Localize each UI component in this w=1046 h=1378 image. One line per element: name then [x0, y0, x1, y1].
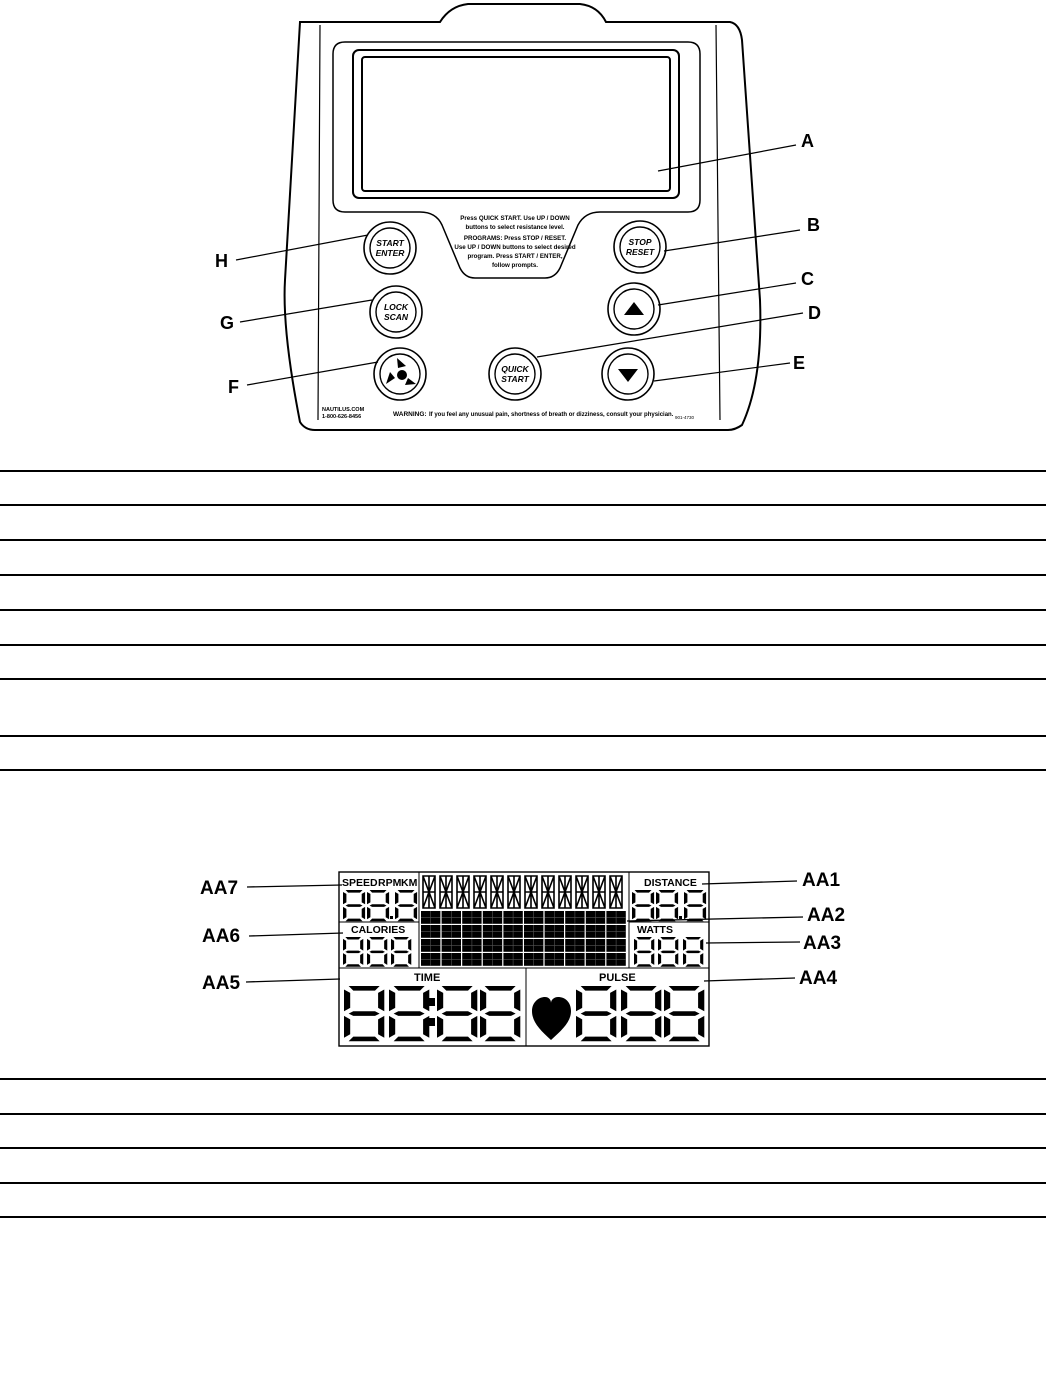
- svg-text:Use UP / DOWN buttons to selec: Use UP / DOWN buttons to select desired: [454, 244, 576, 251]
- starburst-character: [508, 876, 520, 908]
- svg-text:START: START: [501, 374, 529, 384]
- distance-label: DISTANCE: [644, 877, 697, 889]
- rpm-label: RPM: [378, 877, 402, 889]
- starburst-character: [559, 876, 571, 908]
- table-rule: [0, 504, 1046, 506]
- table-rule: [0, 574, 1046, 576]
- starburst-character: [593, 876, 605, 908]
- table-rule: [0, 1078, 1046, 1080]
- watts-label: WATTS: [637, 924, 673, 936]
- callout-aa3: AA3: [803, 933, 842, 954]
- svg-text:RESET: RESET: [625, 247, 655, 257]
- quick-start-button[interactable]: [489, 348, 541, 400]
- svg-text:901-4730: 901-4730: [675, 415, 695, 420]
- starburst-character: [474, 876, 486, 908]
- table-rule: [0, 678, 1046, 680]
- svg-text:PROGRAMS: Press STOP / RESET.: PROGRAMS: Press STOP / RESET.: [463, 235, 567, 242]
- callout-c: C: [801, 269, 814, 289]
- callout-h: H: [215, 251, 228, 271]
- starburst-character: [576, 876, 588, 908]
- time-label: TIME: [414, 972, 441, 984]
- table-rule: [0, 769, 1046, 771]
- table-rule: [0, 609, 1046, 611]
- callout-aa2: AA2: [807, 905, 846, 926]
- svg-text:follow prompts.: follow prompts.: [491, 262, 539, 269]
- svg-text:START: START: [376, 238, 404, 248]
- svg-text:ENTER: ENTER: [375, 248, 405, 258]
- table-rule: [0, 1147, 1046, 1149]
- svg-text:If you feel any unusual pain,: If you feel any unusual pain, shortness of breath or dizziness, consult your physician.: [429, 412, 674, 418]
- svg-text:1-800-626-8456: 1-800-626-8456: [322, 414, 362, 420]
- km-label: KM: [401, 877, 418, 889]
- fan-button[interactable]: [374, 348, 426, 400]
- table-rule: [0, 1113, 1046, 1115]
- calories-label: CALORIES: [351, 924, 406, 936]
- callout-b: B: [807, 215, 820, 235]
- table-rule: [0, 644, 1046, 646]
- stop-reset-button[interactable]: [614, 221, 666, 273]
- table-rule: [0, 539, 1046, 541]
- callout-aa5: AA5: [202, 973, 241, 994]
- start-enter-button[interactable]: [364, 222, 416, 274]
- svg-text:QUICK: QUICK: [501, 364, 529, 374]
- starburst-character: [542, 876, 554, 908]
- starburst-character: [491, 876, 503, 908]
- callout-e: E: [793, 353, 806, 373]
- callout-aa7: AA7: [200, 878, 239, 899]
- svg-text:LOCK: LOCK: [383, 302, 409, 312]
- starburst-character: [525, 876, 537, 908]
- starburst-character: [457, 876, 469, 908]
- starburst-character: [440, 876, 452, 908]
- callout-a: A: [801, 131, 814, 151]
- up-button[interactable]: [608, 283, 660, 335]
- svg-text:Press QUICK START. Use UP / DO: Press QUICK START. Use UP / DOWN: [460, 215, 570, 222]
- console-diagram: [0, 0, 1046, 440]
- svg-text:NAUTILUS.COM: NAUTILUS.COM: [322, 407, 365, 413]
- table-rule: [0, 1182, 1046, 1184]
- callout-f: F: [228, 377, 239, 397]
- lock-scan-button[interactable]: [370, 286, 422, 338]
- table-rule: [0, 470, 1046, 472]
- speed-label: SPEED: [342, 877, 378, 889]
- callout-d: D: [808, 303, 821, 323]
- svg-text:STOP: STOP: [628, 237, 652, 247]
- table-rule: [0, 735, 1046, 737]
- callout-aa6: AA6: [202, 926, 241, 947]
- starburst-character: [423, 876, 435, 908]
- svg-text:SCAN: SCAN: [383, 312, 409, 322]
- svg-text:program. Press START / ENTER,: program. Press START / ENTER,: [467, 253, 563, 260]
- svg-text:buttons to select resistance l: buttons to select resistance level.: [465, 224, 565, 231]
- callout-g: G: [220, 313, 235, 333]
- callout-aa4: AA4: [799, 968, 838, 989]
- table-rule: [0, 1216, 1046, 1218]
- callout-aa1: AA1: [802, 870, 841, 891]
- lcd-diagram: [0, 860, 1046, 1060]
- starburst-character: [610, 876, 622, 908]
- down-button[interactable]: [602, 348, 654, 400]
- pulse-label: PULSE: [599, 972, 636, 984]
- svg-text:WARNING:: WARNING:: [393, 411, 427, 418]
